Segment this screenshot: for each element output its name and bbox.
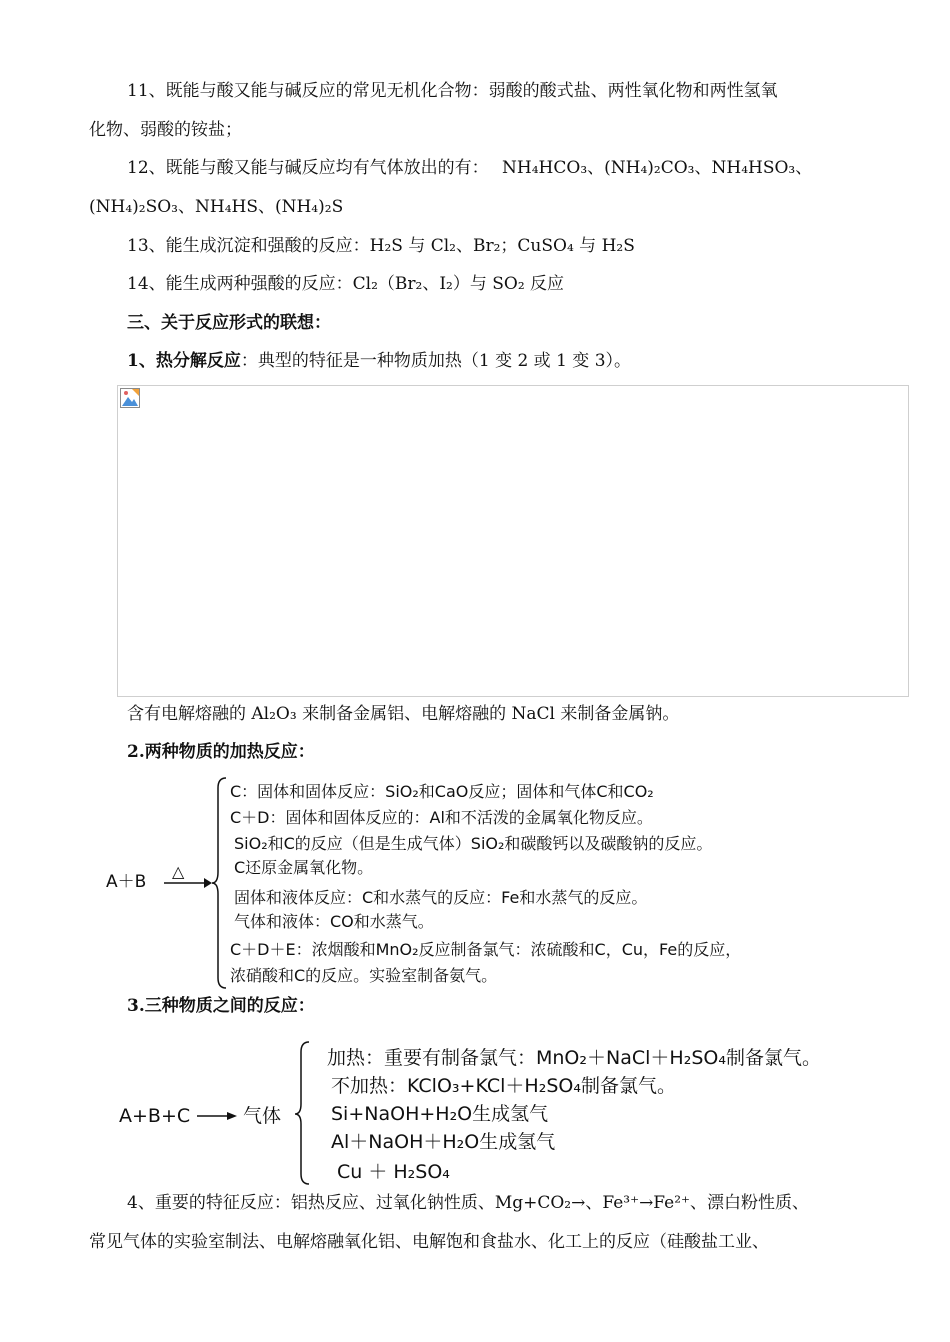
fig2-left-label: A+B+C [119,1105,191,1127]
sub-3-heading: 3.三种物质之间的反应： [127,996,315,1016]
section-3-heading: 三、关于反应形式的联想： [127,313,331,333]
broken-image-placeholder [117,385,909,697]
fig2-line-4: Al＋NaOH＋H₂O生成氢气 [331,1131,556,1153]
item-11-line1: 11、既能与酸又能与碱反应的常见无机化合物：弱酸的酸式盐、两性氧化物和两性氢氧 [127,81,778,101]
fig2-line-5: Cu ＋ H₂SO₄ [337,1161,450,1183]
fig2-line-3: Si+NaOH+H₂O生成氢气 [331,1103,549,1125]
item-12-line2: (NH₄)₂SO₃、NH₄HS、(NH₄)₂S [89,197,344,217]
fig1-line-5: 固体和液体反应：C和水蒸气的反应：Fe和水蒸气的反应。 [234,888,648,907]
item-4-line2: 常见气体的实验室制法、电解熔融氧化铝、电解饱和食盐水、化工上的反应（硅酸盐工业、 [89,1232,769,1252]
fig1-line-6: 气体和液体：CO和水蒸气。 [234,912,434,931]
item-11-line2: 化物、弱酸的铵盐； [89,120,242,140]
figure-two-substance-heating [100,772,880,994]
after-image-text: 含有电解熔融的 Al₂O₃ 来制备金属铝、电解熔融的 NaCl 来制备金属钠。 [127,704,680,724]
item-13: 13、能生成沉淀和强酸的反应：H₂S 与 Cl₂、Br₂；CuSO₄ 与 H₂S [127,236,635,256]
fig2-line-2: 不加热：KClO₃+KCl＋H₂SO₄制备氯气。 [331,1075,676,1097]
fig2-line-1: 加热：重要有制备氯气：MnO₂＋NaCl＋H₂SO₄制备氯气。 [327,1047,821,1069]
fig1-left-label: A＋B [106,872,147,892]
item-12-line1 [127,157,812,179]
fig1-line-8: 浓硝酸和C的反应。实验室制备氨气。 [230,966,498,985]
fig1-line-7: C＋D＋E：浓烟酸和MnO₂反应制备氯气：浓硫酸和C，Cu，Fe的反应， [230,940,742,959]
broken-image-icon [120,388,140,408]
item-4-line1: 4、重要的特征反应：铝热反应、过氧化钠性质、Mg+CO₂→、Fe³⁺→Fe²⁺、漂白粉性质、 [127,1193,810,1213]
figure-three-substance-reaction [115,1038,895,1188]
item-14: 14、能生成两种强酸的反应：Cl₂（Br₂、I₂）与 SO₂ 反应 [127,274,565,294]
sub-2-heading: 2.两种物质的加热反应： [127,742,315,762]
fig1-delta-label: △ [172,862,185,881]
fig1-line-2: C＋D：固体和固体反应的：Al和不活泼的金属氧化物反应。 [230,808,653,827]
sub-1-line [127,350,631,372]
item-12-formulas-1: NH₄HCO₃、(NH₄)₂CO₃、NH₄HSO₃、 [502,158,813,178]
fig1-line-4: C还原金属氧化物。 [234,858,374,877]
sub-1-text: ：典型的特征是一种物质加热（1 变 2 或 1 变 3）。 [240,351,632,371]
sub-1-label: 1、热分解反应 [127,351,241,371]
fig1-line-1: C：固体和固体反应：SiO₂和CaO反应；固体和气体C和CO₂ [230,782,654,801]
fig2-arrow-target: 气体 [243,1105,282,1127]
item-12-prefix: 12、既能与酸又能与碱反应均有气体放出的有： [127,158,489,178]
fig1-arrow-brace [100,772,880,994]
fig1-line-3: SiO₂和C的反应（但是生成气体）SiO₂和碳酸钙以及碳酸钠的反应。 [234,834,713,853]
